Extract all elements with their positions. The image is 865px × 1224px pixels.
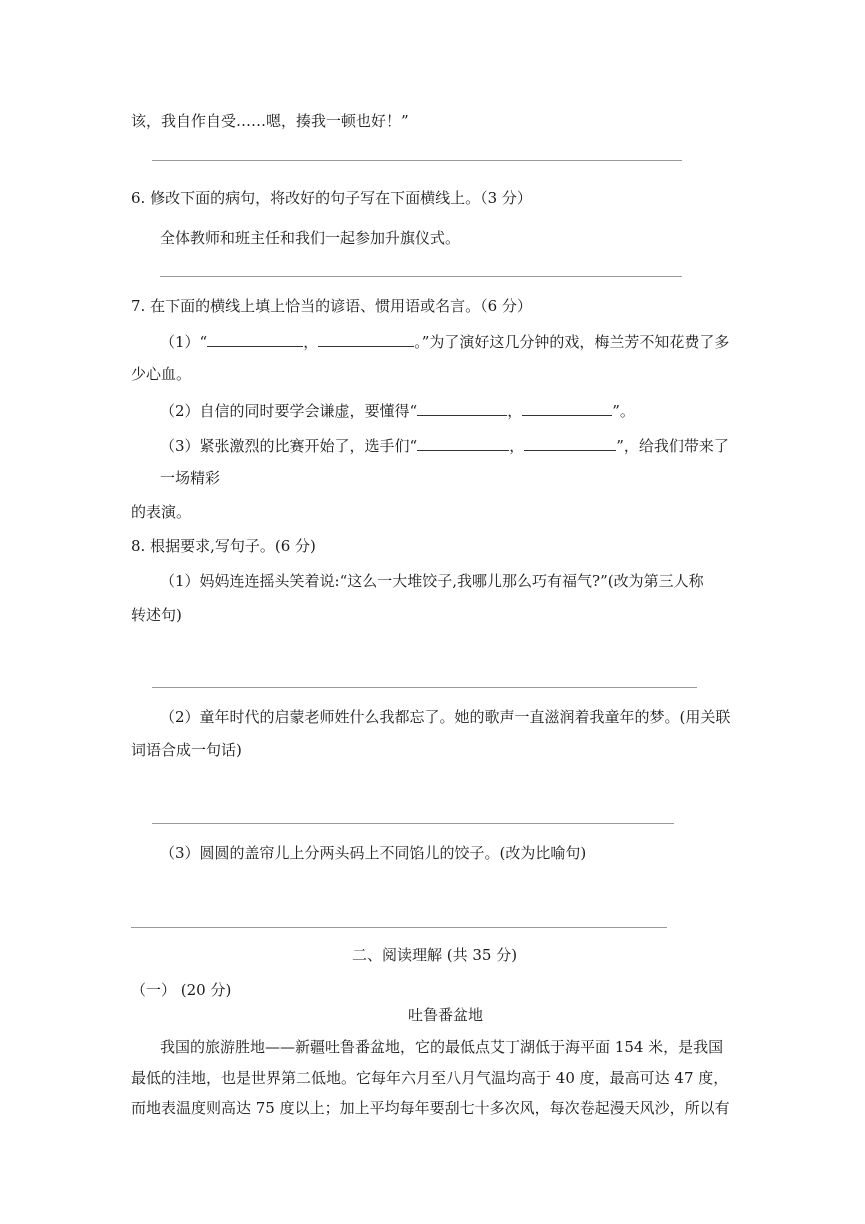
question-7-item-3-cont2: 的表演。: [131, 503, 192, 521]
reading-part-1-label: （一） (20 分): [131, 981, 232, 999]
passage-line-1: 我国的旅游胜地——新疆吐鲁番盆地，它的最低点艾丁湖低于海平面 154 米，是我国: [160, 1038, 724, 1056]
question-7-heading: 7. 在下面的横线上填上恰当的谚语、惯用语或名言。（6 分）: [131, 297, 532, 315]
question-6-heading: 6. 修改下面的病句，将改好的句子写在下面横线上。（3 分）: [131, 189, 532, 207]
passage-line-3: 而地表温度则高达 75 度以上；加上平均每年要刮七十多次风，每次卷起漫天风沙，所以有: [131, 1099, 730, 1117]
answer-line: [152, 687, 697, 688]
answer-line: [152, 823, 674, 824]
question-8-item-1-line1: （1）妈妈连连摇头笑着说:“这么一大堆饺子,我哪儿那么巧有福气?”(改为第三人称: [160, 572, 704, 590]
question-8-item-3-line1: （3）圆圆的盖帘儿上分两头码上不同馅儿的饺子。(改为比喻句): [160, 844, 587, 862]
question-7-item-1: （1）“ ， 。”为了演好这几分钟的戏，梅兰芳不知花费了多: [160, 333, 730, 351]
fill-blank[interactable]: [417, 400, 507, 416]
question-7-item-3-cont1: 一场精彩: [160, 469, 221, 487]
question-6-sentence: 全体教师和班主任和我们一起参加升旗仪式。: [160, 229, 461, 247]
passage-line-2: 最低的洼地，也是世界第二低地。它每年六月至八月气温均高于 40 度，最高可达 47 度，: [131, 1069, 729, 1087]
question-8-item-1-line2: 转述句): [131, 606, 182, 624]
passage-title: 吐鲁番盆地: [408, 1006, 484, 1024]
answer-line: [131, 927, 667, 928]
intro-tail-text: 该，我自作自受……嗯，揍我一顿也好！”: [131, 112, 409, 130]
question-8-item-2-line1: （2）童年时代的启蒙老师姓什么我都忘了。她的歌声一直滋润着我童年的梦。(用关联: [160, 708, 731, 726]
fill-blank[interactable]: [524, 435, 616, 451]
fill-blank[interactable]: [207, 331, 303, 347]
answer-line: [160, 276, 682, 277]
fill-blank[interactable]: [417, 435, 509, 451]
question-7-item-3: （3）紧张激烈的比赛开始了，选手们“ ， ”，给我们带来了: [160, 437, 729, 455]
question-8-heading: 8. 根据要求,写句子。(6 分): [131, 537, 316, 555]
answer-line: [152, 160, 682, 161]
section-2-heading: 二、阅读理解 (共 35 分): [352, 946, 518, 964]
fill-blank[interactable]: [318, 331, 414, 347]
fill-blank[interactable]: [522, 400, 612, 416]
question-8-item-2-line2: 词语合成一句话): [131, 741, 242, 759]
question-7-item-2: （2）自信的同时要学会谦虚，要懂得“ ， ”。: [160, 402, 635, 420]
question-7-item-1-cont: 少心血。: [131, 365, 192, 383]
